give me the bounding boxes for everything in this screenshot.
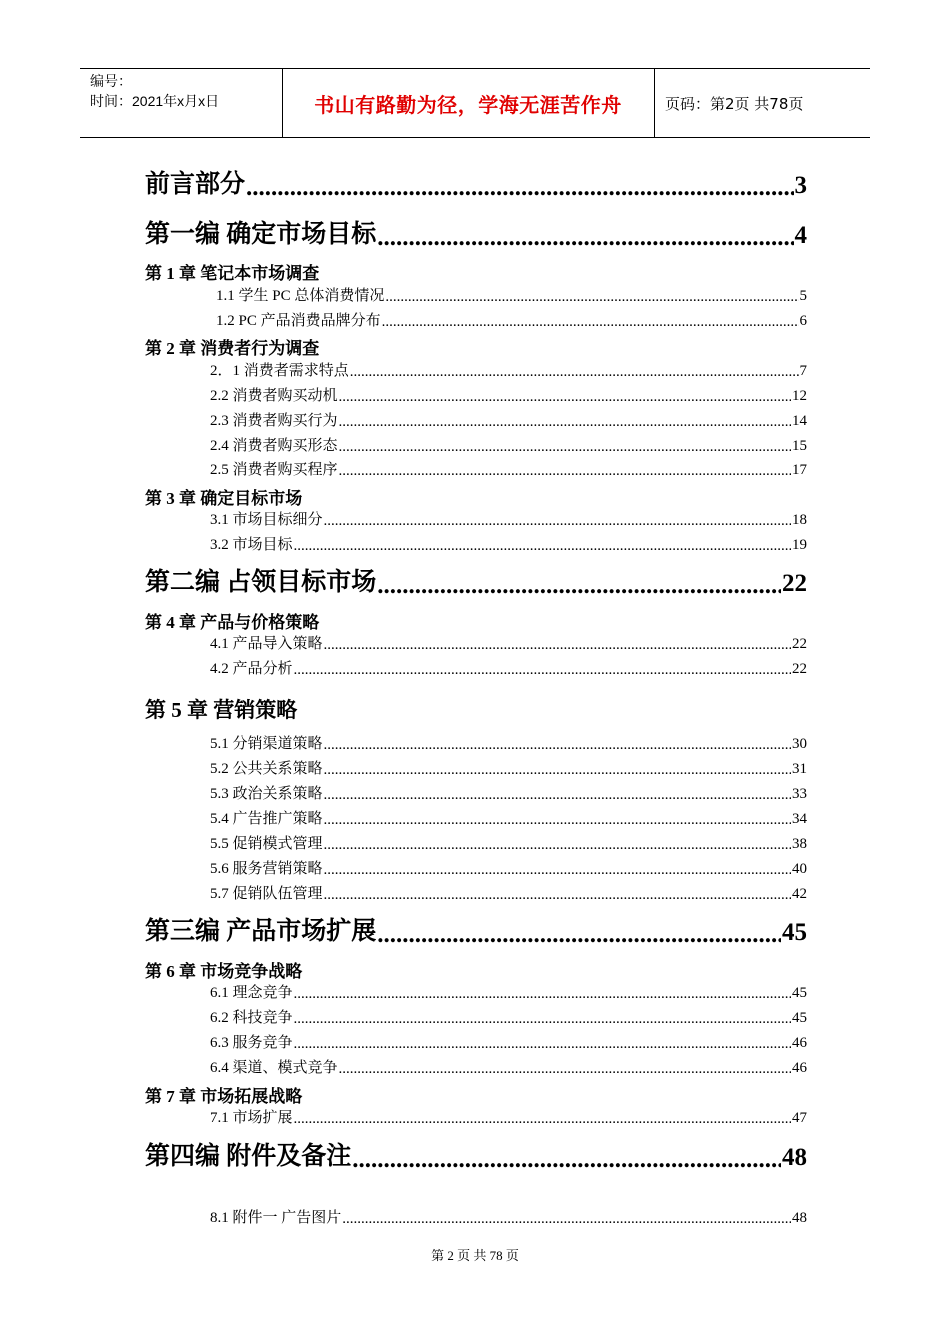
toc-section-entry[interactable] [210, 633, 807, 653]
header-table [80, 68, 870, 138]
toc-section-entry[interactable] [210, 858, 807, 878]
toc-section-entry[interactable] [210, 883, 807, 903]
toc-section-entry[interactable] [210, 509, 807, 529]
toc-entry-page: 15 [792, 438, 807, 454]
toc-part-entry[interactable] [145, 1140, 807, 1172]
toc-dot-leader [382, 315, 799, 330]
toc-entry-page: 22 [792, 636, 807, 652]
toc-section-entry[interactable] [210, 758, 807, 778]
toc-entry-title: 5.3 政治关系策略 [210, 786, 323, 802]
toc-entry-title: 第三编 产品市场扩展 [145, 918, 377, 945]
toc-entry-page: 19 [792, 537, 807, 553]
toc-chapter-heading[interactable]: 第 5 章 营销策略 [145, 698, 298, 722]
toc-dot-leader [385, 290, 798, 305]
toc-entry-page: 22 [792, 661, 807, 677]
toc-dot-leader [339, 390, 791, 405]
toc-dot-leader [324, 788, 791, 803]
toc-dot-leader [339, 1062, 791, 1077]
toc-section-entry[interactable] [210, 435, 807, 455]
toc-chapter-heading[interactable]: 第 3 章 确定目标市场 [145, 489, 303, 508]
toc-entry-title: 2．1 消费者需求特点 [210, 363, 349, 379]
toc-entry-title: 第四编 附件及备注 [145, 1143, 352, 1170]
toc-section-entry[interactable] [210, 658, 807, 678]
toc-dot-leader [294, 663, 791, 678]
toc-section-entry[interactable] [210, 982, 807, 1002]
toc-part-entry[interactable] [145, 218, 807, 250]
toc-entry-title: 1.1 学生 PC 总体消费情况 [216, 288, 385, 304]
toc-entry-title: 4.1 产品导入策略 [210, 636, 323, 652]
toc-entry-page: 46 [792, 1060, 807, 1076]
toc-section-entry[interactable] [210, 410, 807, 430]
toc-entry-page: 45 [782, 919, 807, 946]
toc-section-entry[interactable] [210, 833, 807, 853]
toc-entry-page: 18 [792, 512, 807, 528]
toc-entry-title: 7.1 市场扩展 [210, 1110, 293, 1126]
toc-entry-title: 前言部分 [145, 171, 246, 198]
toc-entry-title: 5.6 服务营销策略 [210, 861, 323, 877]
toc-entry-title: 5.7 促销队伍管理 [210, 886, 323, 902]
toc-dot-leader [294, 1037, 791, 1052]
document-number-label: 编号： [90, 73, 132, 89]
toc-entry-title: 6.2 科技竞争 [210, 1010, 293, 1026]
toc-entry-title: 2.4 消费者购买形态 [210, 438, 338, 454]
toc-section-entry[interactable] [210, 360, 807, 380]
toc-entry-page: 4 [794, 222, 807, 249]
toc-entry-page: 40 [792, 861, 807, 877]
toc-entry-title: 6.4 渠道、模式竞争 [210, 1060, 338, 1076]
toc-entry-page: 12 [792, 388, 807, 404]
toc-entry-page: 33 [792, 786, 807, 802]
toc-entry-page: 34 [792, 811, 807, 827]
toc-entry-title: 8.1 附件一 广告图片 [210, 1210, 342, 1226]
document-date-label: 时间：2021年x月x日 [90, 93, 220, 109]
toc-section-entry[interactable] [216, 310, 807, 330]
toc-dot-leader [377, 922, 781, 947]
toc-entry-title: 第二编 占领目标市场 [145, 569, 377, 596]
toc-dot-leader [352, 1147, 781, 1172]
toc-entry-page: 6 [799, 313, 807, 329]
toc-entry-page: 45 [792, 985, 807, 1001]
toc-entry-title: 第一编 确定市场目标 [145, 221, 377, 248]
toc-part-entry[interactable] [145, 915, 807, 947]
toc-dot-leader [350, 365, 799, 380]
toc-entry-title: 1.2 PC 产品消费品牌分布 [216, 313, 381, 329]
toc-dot-leader [324, 638, 791, 653]
toc-entry-title: 2.5 消费者购买程序 [210, 462, 338, 478]
toc-section-entry[interactable] [210, 1007, 807, 1027]
toc-entry-title: 2.3 消费者购买行为 [210, 413, 338, 429]
toc-dot-leader [339, 464, 791, 479]
toc-section-entry[interactable] [210, 1107, 807, 1127]
toc-dot-leader [294, 1012, 791, 1027]
toc-dot-leader [324, 738, 791, 753]
toc-section-entry[interactable] [210, 1207, 807, 1227]
toc-entry-title: 5.4 广告推广策略 [210, 811, 323, 827]
toc-section-entry[interactable] [210, 783, 807, 803]
toc-entry-page: 47 [792, 1110, 807, 1126]
toc-entry-title: 5.5 促销模式管理 [210, 836, 323, 852]
toc-entry-page: 45 [792, 1010, 807, 1026]
toc-entry-title: 5.1 分销渠道策略 [210, 736, 323, 752]
toc-dot-leader [324, 863, 791, 878]
toc-entry-page: 31 [792, 761, 807, 777]
toc-entry-page: 46 [792, 1035, 807, 1051]
toc-chapter-heading[interactable]: 第 4 章 产品与价格策略 [145, 613, 320, 632]
toc-dot-leader [339, 440, 791, 455]
toc-dot-leader [294, 1112, 791, 1127]
header-page-info: 页码：第2页 共78页 [665, 94, 804, 113]
toc-chapter-heading[interactable]: 第 7 章 市场拓展战略 [145, 1087, 303, 1106]
toc-dot-leader [324, 763, 791, 778]
toc-entry-title: 2.2 消费者购买动机 [210, 388, 338, 404]
header-motto: 书山有路勤为径，学海无涯苦作舟 [314, 92, 622, 117]
toc-section-entry[interactable] [210, 808, 807, 828]
toc-chapter-heading[interactable]: 第 6 章 市场竞争战略 [145, 962, 303, 981]
toc-dot-leader [339, 415, 791, 430]
toc-entry-page: 38 [792, 836, 807, 852]
toc-entry-title: 4.2 产品分析 [210, 661, 293, 677]
toc-section-entry[interactable] [210, 459, 807, 479]
toc-entry-title: 3.2 市场目标 [210, 537, 293, 553]
toc-dot-leader [324, 838, 791, 853]
toc-section-entry[interactable] [210, 1057, 807, 1077]
toc-entry-page: 7 [799, 363, 807, 379]
toc-chapter-heading[interactable]: 第 2 章 消费者行为调查 [145, 339, 320, 358]
toc-dot-leader [294, 987, 791, 1002]
toc-entry-page: 30 [792, 736, 807, 752]
header-meta-cell [80, 69, 282, 137]
toc-dot-leader [246, 175, 793, 200]
toc-part-entry[interactable] [145, 168, 807, 200]
toc-dot-leader [294, 539, 791, 554]
toc-entry-page: 48 [782, 1144, 807, 1171]
toc-section-entry[interactable] [210, 733, 807, 753]
toc-entry-page: 3 [794, 172, 807, 199]
toc-section-entry[interactable] [210, 1032, 807, 1052]
toc-dot-leader [324, 813, 791, 828]
toc-entry-page: 22 [782, 570, 807, 597]
toc-entry-title: 6.3 服务竞争 [210, 1035, 293, 1051]
toc-part-entry[interactable] [145, 566, 807, 598]
toc-dot-leader [377, 225, 793, 250]
toc-entry-page: 5 [799, 288, 807, 304]
toc-entry-title: 3.1 市场目标细分 [210, 512, 323, 528]
toc-chapter-heading[interactable]: 第 1 章 笔记本市场调查 [145, 264, 320, 283]
toc-entry-page: 14 [792, 413, 807, 429]
toc-entry-page: 42 [792, 886, 807, 902]
toc-section-entry[interactable] [216, 285, 807, 305]
toc-section-entry[interactable] [210, 534, 807, 554]
toc-entry-title: 5.2 公共关系策略 [210, 761, 323, 777]
page-footer: 第 2 页 共 78 页 [431, 1248, 519, 1263]
toc-dot-leader [377, 573, 781, 598]
toc-dot-leader [324, 514, 791, 529]
toc-entry-page: 48 [792, 1210, 807, 1226]
toc-dot-leader [342, 1212, 791, 1227]
toc-entry-title: 6.1 理念竞争 [210, 985, 293, 1001]
toc-dot-leader [324, 888, 791, 903]
toc-entry-page: 17 [792, 462, 807, 478]
toc-section-entry[interactable] [210, 385, 807, 405]
